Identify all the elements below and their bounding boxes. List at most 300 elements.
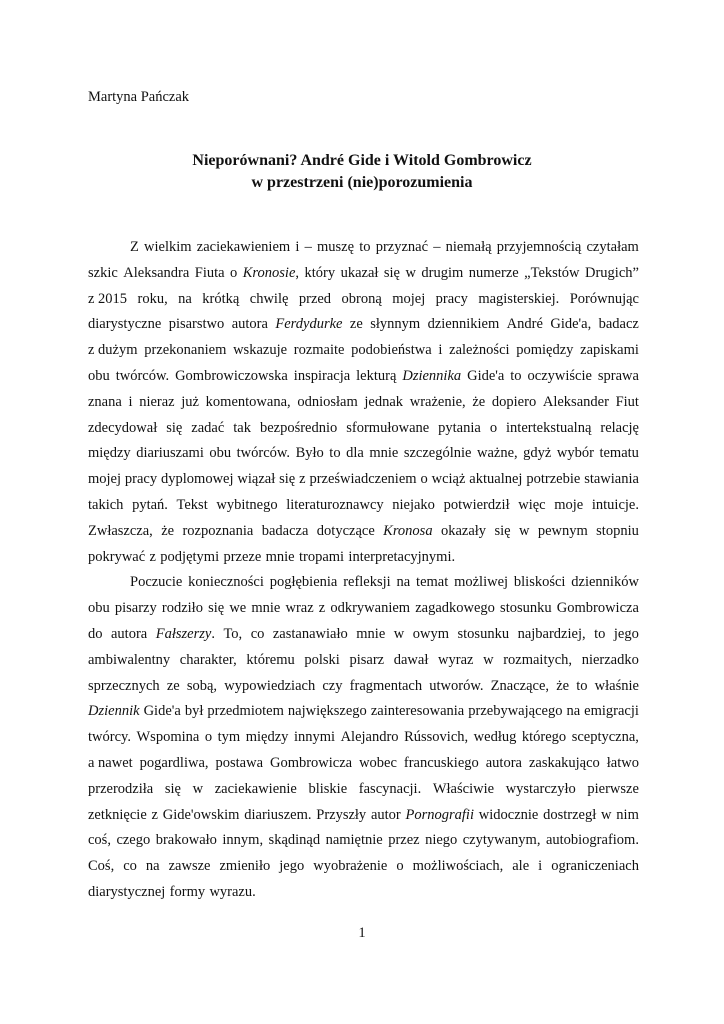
word: moje — [554, 497, 584, 513]
word: polski — [304, 652, 340, 668]
word: – — [433, 239, 441, 255]
word: Właściwie — [432, 781, 495, 797]
word: sformułowane — [346, 420, 430, 436]
word: jednak — [364, 394, 404, 410]
text-line — [88, 728, 639, 746]
word: sprawa — [597, 368, 639, 384]
word: między — [245, 729, 289, 745]
word: zaciekawienie — [214, 781, 297, 797]
text-line — [88, 625, 639, 643]
word: zmieniło — [219, 858, 271, 874]
word: sobą, — [186, 678, 218, 694]
word: między — [88, 445, 131, 461]
word: pisarzy — [114, 600, 157, 616]
word: na — [145, 858, 160, 874]
word: z — [151, 807, 158, 823]
word: ze — [349, 316, 363, 332]
word: zaciekawieniem — [196, 239, 291, 255]
word: wypowiedziach — [224, 678, 316, 694]
word: pogłębienia — [269, 574, 338, 590]
word: komentowana, — [205, 394, 291, 410]
text-line — [88, 419, 639, 437]
word: namiętnie — [325, 832, 383, 848]
word: „Tekstów — [524, 265, 580, 281]
text-line — [88, 651, 639, 669]
word: czego — [116, 832, 151, 848]
word: chwilę — [249, 291, 289, 307]
word: zastanawiało — [272, 626, 348, 642]
word: gdyż — [523, 445, 552, 461]
word: Fiut — [615, 394, 639, 410]
word: największego — [287, 703, 367, 719]
text-line — [88, 754, 639, 772]
word: z 2015 — [88, 291, 128, 307]
word: w — [601, 807, 612, 823]
word: o — [204, 729, 213, 745]
word: z dużym — [88, 342, 138, 358]
word: się — [494, 523, 511, 539]
word: że — [161, 523, 175, 539]
word: stosunku — [500, 600, 552, 616]
word: tym — [217, 729, 241, 745]
word: potrzebie — [526, 471, 581, 487]
word: stawiania — [584, 471, 639, 487]
word: mnie — [265, 549, 295, 565]
word: brakowało — [155, 832, 217, 848]
word: Gide'a, — [550, 316, 592, 332]
word: odkrywaniem — [330, 600, 411, 616]
word: w — [393, 626, 405, 642]
word: rozmaitych, — [503, 652, 573, 668]
word: w — [483, 652, 494, 668]
word: diarystycznej — [88, 884, 166, 900]
text-line — [88, 264, 639, 282]
word: Tekst — [176, 497, 208, 513]
word: jego — [613, 626, 639, 642]
word: pierwsze — [587, 781, 639, 797]
word: innymi — [293, 729, 336, 745]
word: podjętymi — [160, 549, 220, 565]
word: dzienników — [571, 574, 639, 590]
word — [88, 702, 140, 720]
word: autor — [370, 807, 401, 823]
word: pracy — [124, 471, 158, 487]
word: o — [230, 265, 238, 281]
word: to — [359, 239, 371, 255]
text-line — [88, 599, 639, 617]
word: Gombrowiczowska — [175, 368, 288, 384]
word: Gide'a — [467, 368, 505, 384]
word: przekonaniem — [144, 342, 227, 358]
word: relację — [600, 420, 639, 436]
word: dyplomowej — [161, 471, 234, 487]
word: francuskiego — [403, 755, 479, 771]
text-line — [88, 496, 639, 514]
text-line — [130, 573, 639, 591]
word: niemałą — [445, 239, 492, 255]
word: ambiwalentny — [88, 652, 171, 668]
word: zdecydował — [88, 420, 158, 436]
word: zadać — [191, 420, 225, 436]
word: we — [229, 600, 247, 616]
word: wobec — [359, 755, 397, 771]
title-line-2: w przestrzeni (nie)porozumienia — [251, 174, 473, 191]
word: mnie — [369, 445, 399, 461]
word: autora — [231, 316, 268, 332]
word: lekturą — [356, 368, 397, 384]
text-line — [88, 702, 639, 720]
word: pytania — [438, 420, 481, 436]
word: tematu — [599, 445, 639, 461]
word: nieraz — [139, 394, 175, 410]
word: szkic — [88, 265, 118, 281]
word: znana — [88, 394, 122, 410]
word: możliwościach, — [412, 858, 504, 874]
text-line — [88, 857, 639, 875]
word: pisarstwo — [168, 316, 225, 332]
word: z — [149, 549, 156, 565]
word: jego — [279, 858, 305, 874]
word: z — [299, 471, 306, 487]
word: z — [318, 600, 326, 616]
word: zainteresowania — [370, 703, 465, 719]
word: to — [576, 678, 588, 694]
word: potwierdził — [443, 497, 510, 513]
italic-word: Ferdydurke — [275, 316, 343, 332]
word: To, — [223, 626, 243, 642]
word: przebywającego — [468, 703, 563, 719]
word: mojej — [88, 471, 122, 487]
text-line — [88, 677, 639, 695]
word: emigracji — [584, 703, 639, 719]
text-line — [88, 806, 639, 824]
word: konieczności — [188, 574, 264, 590]
word: niego — [425, 832, 458, 848]
word: Fałszerzy. — [155, 626, 215, 642]
word: już — [181, 394, 199, 410]
word: Drugich” — [585, 265, 639, 281]
text-line — [88, 444, 639, 462]
word: Fiuta — [194, 265, 225, 281]
word: w — [192, 781, 204, 797]
word: – — [304, 239, 312, 255]
word: dostrzegł — [543, 807, 597, 823]
word: wciąż — [431, 471, 466, 487]
word: czy — [322, 678, 343, 694]
word: przyznać — [375, 239, 429, 255]
word: wybór — [556, 445, 594, 461]
text-line — [88, 883, 639, 901]
word: się — [383, 265, 400, 281]
word: bezpośrednio — [259, 420, 338, 436]
word: przeze — [223, 549, 262, 565]
word: obu — [88, 368, 110, 384]
word: wraz — [285, 600, 314, 616]
word: odniosłam — [297, 394, 358, 410]
word: dziennikiem — [427, 316, 500, 332]
word: temat — [416, 574, 449, 590]
word — [275, 315, 342, 333]
word: to — [594, 626, 606, 642]
word: fragmentach — [349, 678, 423, 694]
word: i — [438, 342, 443, 358]
word: zagadkowego — [415, 600, 495, 616]
word: łatwo — [606, 755, 639, 771]
text-line — [130, 238, 639, 256]
word: był — [184, 703, 204, 719]
word: Wspomina — [136, 729, 200, 745]
word: mnie — [356, 626, 386, 642]
word: ze — [166, 678, 180, 694]
word: przed — [298, 291, 332, 307]
word: mnie — [251, 600, 281, 616]
word: pracy — [435, 291, 468, 307]
word: się — [279, 471, 296, 487]
word: podobieństwa — [351, 342, 432, 358]
word: przerodziła — [88, 781, 154, 797]
word: pisarz — [349, 652, 385, 668]
text-line — [88, 831, 639, 849]
word: niejako — [392, 497, 435, 513]
word: stosunku — [457, 626, 510, 642]
word: słynnym — [370, 316, 421, 332]
word: stopniu — [596, 523, 639, 539]
word: ale — [512, 858, 530, 874]
word: rodziło — [161, 600, 203, 616]
word: Porównując — [569, 291, 639, 307]
text-line — [88, 780, 639, 798]
word: innym, — [222, 832, 264, 848]
word: Zwłaszcza, — [88, 523, 153, 539]
word: wyraz — [438, 652, 474, 668]
word: Aleksandra — [123, 265, 190, 281]
word: to — [329, 445, 341, 461]
text-line — [88, 522, 639, 540]
italic-word: Kronosa — [383, 523, 433, 539]
word: wielkim — [144, 239, 192, 255]
word: ukazał — [340, 265, 379, 281]
word: ograniczeniach — [551, 858, 639, 874]
word: wiązał — [237, 471, 276, 487]
italic-word: Fałszerzy — [155, 626, 212, 642]
word: diariuszem. — [244, 807, 312, 823]
word: co — [123, 858, 137, 874]
word: bliskie — [308, 781, 348, 797]
word: ważne, — [477, 445, 518, 461]
word: możliwej — [454, 574, 509, 590]
word: Gombrowicza — [269, 755, 353, 771]
word: to — [510, 368, 522, 384]
word: badacza — [261, 523, 309, 539]
word: Z — [130, 239, 139, 255]
word: twórców. — [115, 368, 170, 384]
word: wystarczyło — [505, 781, 576, 797]
text-line — [88, 315, 639, 333]
word: nierzadko — [581, 652, 639, 668]
word: pytań. — [132, 497, 168, 513]
word: diarystyczne — [88, 316, 162, 332]
word: się — [164, 781, 181, 797]
word: właśnie — [594, 678, 639, 694]
word: więc — [518, 497, 546, 513]
word: rozmaite — [293, 342, 345, 358]
word: co — [250, 626, 265, 642]
word: intuicje. — [591, 497, 639, 513]
word: utworów. — [429, 678, 484, 694]
word: pokrywać — [88, 549, 146, 565]
word: bliskości — [513, 574, 566, 590]
word: do — [88, 626, 103, 642]
word: według — [473, 729, 517, 745]
word: sceptyczna, — [571, 729, 639, 745]
italic-word: Dziennika — [402, 368, 462, 384]
word: autora — [485, 755, 522, 771]
word: magisterskiej. — [478, 291, 560, 307]
word: interpretacyjnymi. — [348, 549, 456, 565]
word: wybitnego — [216, 497, 278, 513]
word: postawa — [215, 755, 263, 771]
word: oczywiście — [527, 368, 592, 384]
word: Alejandro — [340, 729, 399, 745]
word: fascynacji. — [358, 781, 422, 797]
word: pogardliwa, — [139, 755, 209, 771]
word: sprzecznych — [88, 678, 160, 694]
word: że — [472, 394, 486, 410]
word: który — [304, 265, 336, 281]
word: okazały — [440, 523, 487, 539]
author-name: Martyna Pańczak — [88, 89, 190, 105]
word: najbardziej, — [517, 626, 586, 642]
word: wrażenie, — [409, 394, 466, 410]
word: tak — [233, 420, 251, 436]
text-line — [88, 393, 639, 411]
word: a nawet — [88, 755, 133, 771]
word: się — [208, 600, 225, 616]
word: że — [556, 678, 570, 694]
text-line — [88, 470, 639, 488]
word: zależności — [449, 342, 510, 358]
word: intertekstualną — [506, 420, 592, 436]
text-line — [88, 548, 639, 566]
word: przedmiotem — [207, 703, 284, 719]
word: owym — [412, 626, 449, 642]
word: zapiskami — [580, 342, 639, 358]
word — [383, 522, 432, 540]
word — [402, 367, 461, 385]
word: Aleksander — [542, 394, 609, 410]
word: na — [178, 291, 192, 307]
word: przyjemnością — [496, 239, 582, 255]
word: dawał — [393, 652, 429, 668]
italic-word: Kronosie — [242, 265, 296, 281]
word: Gombrowicza — [556, 600, 639, 616]
word: rozpoznania — [182, 523, 254, 539]
word: wyrazu. — [209, 884, 256, 900]
word: formy — [169, 884, 206, 900]
word: krótką — [202, 291, 240, 307]
word: tropami — [298, 549, 345, 565]
word: literaturoznawcy — [286, 497, 384, 513]
word: Znaczące, — [490, 678, 550, 694]
word: i — [128, 394, 133, 410]
word: na — [566, 703, 581, 719]
word: przeświadczeniem — [309, 471, 417, 487]
word: refleksji — [343, 574, 391, 590]
word: Kronosie, — [242, 265, 300, 281]
word: drugim — [421, 265, 464, 281]
word: Gide'a — [143, 703, 181, 719]
word: o — [489, 420, 498, 436]
word: aktualnej — [469, 471, 523, 487]
word: dla — [346, 445, 364, 461]
word: wskazuje — [233, 342, 288, 358]
text-line — [88, 367, 639, 385]
word: przez — [388, 832, 420, 848]
word: twórców. — [236, 445, 291, 461]
word: Było — [295, 445, 324, 461]
text-line — [88, 341, 639, 359]
word: takich — [88, 497, 124, 513]
word — [406, 806, 474, 824]
word: André — [506, 316, 543, 332]
word: muszę — [317, 239, 355, 255]
word: numerze — [468, 265, 519, 281]
word: wyobrażenie — [313, 858, 388, 874]
word: nim — [616, 807, 639, 823]
title-line-1: Nieporównani? André Gide i Witold Gombrowicz — [192, 152, 532, 169]
word: inspiracja — [293, 368, 351, 384]
word: charakter, — [179, 652, 237, 668]
italic-word: Pornografii — [405, 807, 474, 823]
word: któremu — [246, 652, 295, 668]
word: pomiędzy — [516, 342, 574, 358]
word: Przyszły — [316, 807, 367, 823]
word: szczególnie — [403, 445, 472, 461]
word: obroną — [341, 291, 382, 307]
word: badacz — [598, 316, 639, 332]
word: dopiero — [491, 394, 537, 410]
word: i — [295, 239, 300, 255]
word: w — [405, 265, 416, 281]
italic-word: Dziennik — [88, 703, 140, 719]
word: diariuszami — [136, 445, 204, 461]
word: Poczucie — [130, 574, 183, 590]
word: widocznie — [478, 807, 539, 823]
word: na — [396, 574, 411, 590]
word: czytałam — [586, 239, 639, 255]
word: skądinąd — [268, 832, 321, 848]
word: mojej — [392, 291, 426, 307]
word: autobiografiom. — [545, 832, 639, 848]
word: Gide'owskim — [162, 807, 240, 823]
word: obu — [209, 445, 232, 461]
word: Coś, — [88, 858, 115, 874]
word: Rússovich, — [404, 729, 469, 745]
word: twórcy. — [88, 729, 131, 745]
word: pewnym — [537, 523, 588, 539]
word: w — [518, 523, 530, 539]
word: zetknięcie — [88, 807, 147, 823]
word: o — [396, 858, 404, 874]
word: zawsze — [168, 858, 211, 874]
word: roku, — [137, 291, 168, 307]
word: i — [538, 858, 543, 874]
word: obu — [88, 600, 110, 616]
word: coś, — [88, 832, 111, 848]
page-number: 1 — [358, 925, 366, 941]
word: czytywanym, — [462, 832, 541, 848]
word: o — [420, 471, 428, 487]
